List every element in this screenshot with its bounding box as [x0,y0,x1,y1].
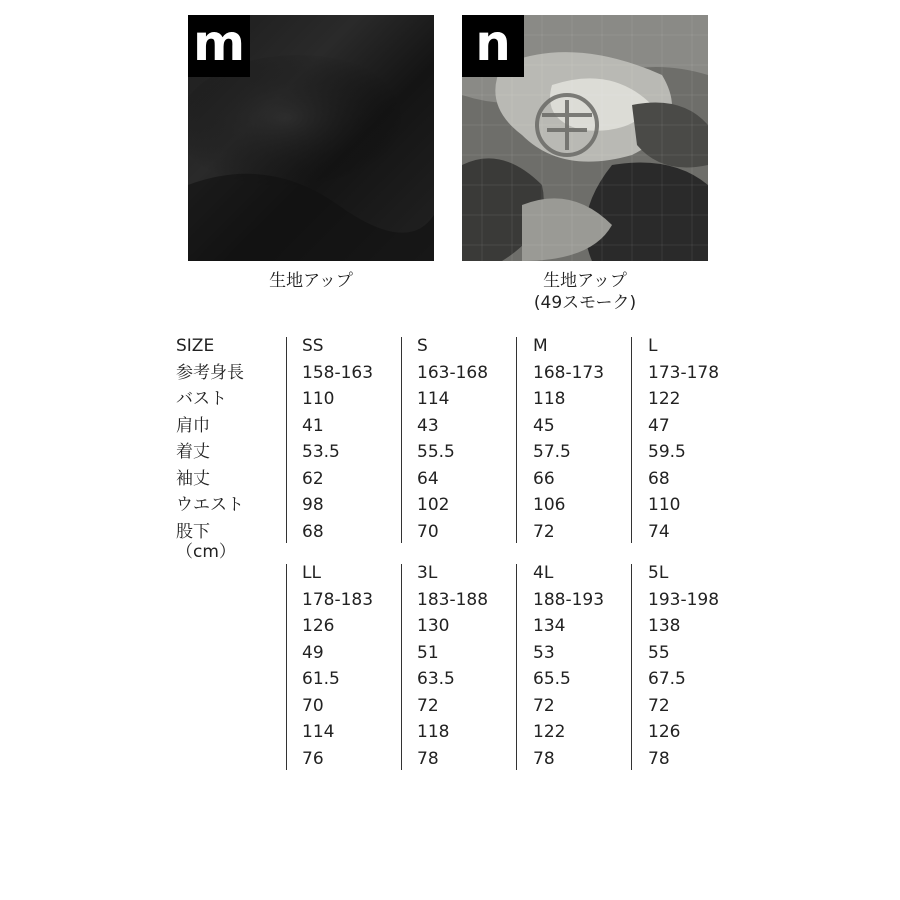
size-value-cell: 53 [533,642,555,663]
size-header: L [648,336,658,356]
size-value-cell: 178-183 [302,589,374,610]
size-value-cell: 66 [533,468,555,489]
size-value-cell: 126 [648,722,681,742]
size-value-cell: 126 [302,616,335,636]
size-value-cell: 110 [648,495,681,515]
size-value-cell: 78 [533,748,555,769]
size-header: M [533,336,548,356]
size-value-cell: 102 [417,495,450,515]
size-value-cell: 61.5 [302,669,340,689]
size-value-cell: 47 [648,415,670,436]
size-value-cell: 43 [417,415,439,436]
column-divider [401,564,402,770]
size-value-cell: 110 [302,389,335,409]
size-value-cell: 55 [648,642,670,663]
size-value-cell: 98 [302,495,324,515]
row-label: ウエスト [176,495,244,515]
size-value-cell: 65.5 [533,669,571,689]
size-value-cell: 51 [417,642,439,663]
size-value-cell: 163-168 [417,362,489,383]
size-header: 4L [533,563,554,583]
size-value-cell: 72 [533,695,555,716]
size-value-cell: 41 [302,415,324,436]
column-divider [631,337,632,543]
size-value-cell: 173-178 [648,362,720,383]
size-value-cell: 68 [302,521,324,542]
row-label: 股下 [176,521,210,542]
size-value-cell: 62 [302,468,324,489]
swatch-badge-n: n [462,15,524,77]
size-header: SS [302,336,324,356]
size-value-cell: 122 [533,722,566,742]
size-value-cell: 78 [648,748,670,769]
column-divider [401,337,402,543]
size-value-cell: 134 [533,616,566,636]
size-value-cell: 76 [302,748,324,769]
fabric-swatch-m [188,15,434,261]
size-value-cell: 168-173 [533,362,605,383]
size-value-cell: 193-198 [648,589,720,610]
size-value-cell: 64 [417,468,439,489]
size-value-cell: 138 [648,616,681,636]
size-header: S [417,336,428,356]
size-value-cell: 68 [648,468,670,489]
swatch-caption-m [188,270,434,292]
caption-line: (49スモーク) [533,293,637,313]
caption-line: 生地アップ [269,271,353,291]
fabric-swatch-n [462,15,708,261]
size-value-cell: 53.5 [302,442,340,462]
size-value-cell: 72 [648,695,670,716]
size-value-cell: 59.5 [648,442,686,462]
column-divider [631,564,632,770]
size-header: 3L [417,563,438,583]
size-value-cell: 72 [417,695,439,716]
row-label: 参考身長 [176,362,244,383]
size-value-cell: 63.5 [417,669,455,689]
size-value-cell: 45 [533,415,555,436]
size-value-cell: 74 [648,521,670,542]
size-value-cell: 72 [533,521,555,542]
column-divider [516,337,517,543]
caption-line: 生地アップ [543,271,627,291]
size-value-cell: 78 [417,748,439,769]
size-value-cell: 114 [302,722,335,742]
column-divider [286,564,287,770]
swatch-badge-m: m [188,15,250,77]
size-value-cell: 188-193 [533,589,605,610]
row-label: バスト [176,389,227,409]
column-divider [286,337,287,543]
size-value-cell: 57.5 [533,442,571,462]
size-value-cell: 122 [648,389,681,409]
size-value-cell: 106 [533,495,566,515]
size-value-cell: 67.5 [648,669,686,689]
size-value-cell: 55.5 [417,442,455,462]
size-header: LL [302,563,321,583]
row-label: 袖丈 [176,468,210,489]
column-divider [516,564,517,770]
row-label: （cm） [176,541,236,562]
size-value-cell: 118 [533,389,566,409]
size-value-cell: 118 [417,722,450,742]
size-value-cell: 130 [417,616,450,636]
size-value-cell: 49 [302,642,324,663]
row-label: SIZE [176,336,215,356]
row-label: 肩巾 [176,415,210,436]
size-value-cell: 183-188 [417,589,489,610]
size-value-cell: 70 [302,695,324,716]
row-label: 着丈 [176,442,210,462]
size-value-cell: 158-163 [302,362,374,383]
size-value-cell: 114 [417,389,450,409]
size-header: 5L [648,563,669,583]
size-value-cell: 70 [417,521,439,542]
swatch-caption-n [462,270,708,314]
